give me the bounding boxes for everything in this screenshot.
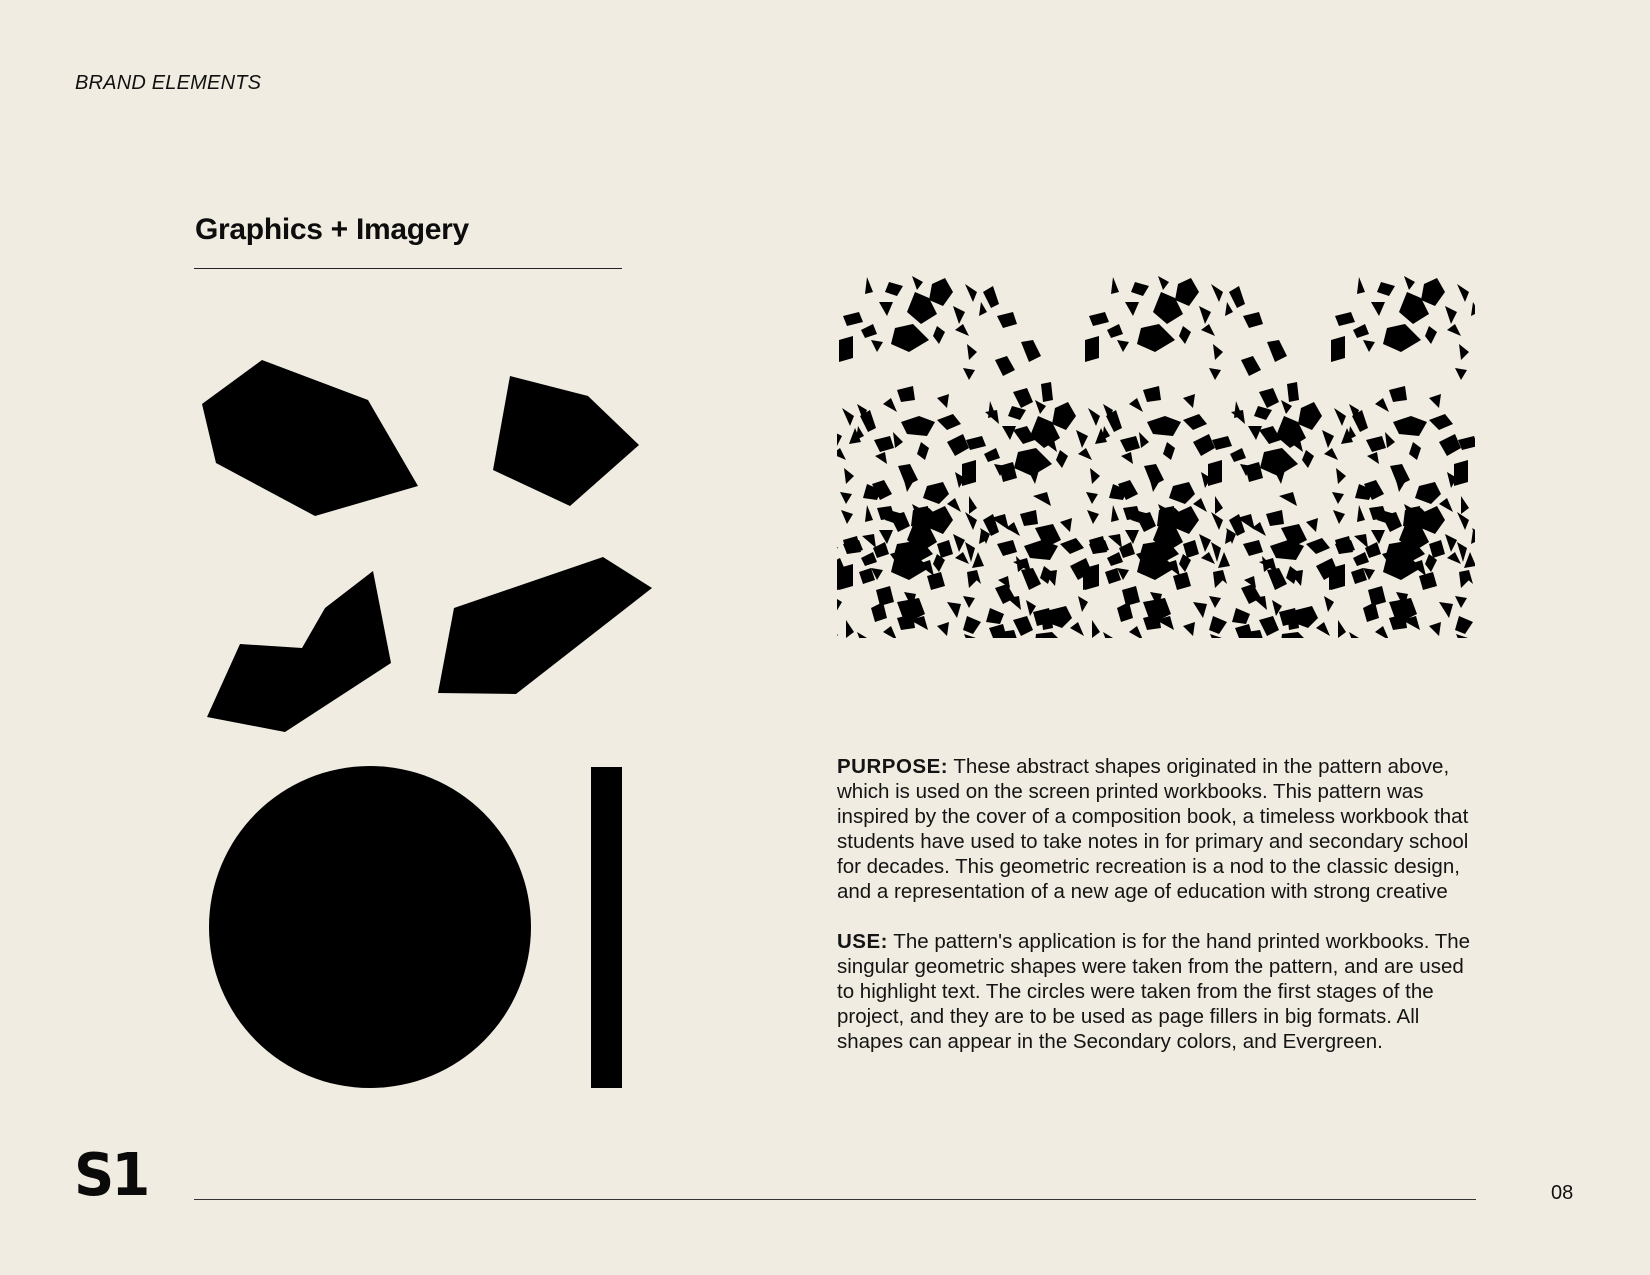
footer-divider [194, 1199, 1476, 1200]
title-divider [194, 268, 622, 269]
geometric-pattern [837, 272, 1475, 638]
use-text: The pattern's application is for the hand printed workbooks. The singular geometric shapes were taken from the pattern, and are used to highlight text. The circles were taken from the first stages of the project, and they are to be used as page fillers in big formats. All shapes can appear in the Secondary colors, and Evergreen. [837, 930, 1471, 1053]
section-label: BRAND ELEMENTS [75, 72, 262, 94]
description-block [837, 754, 1477, 1079]
angled-shape [207, 571, 391, 732]
use-paragraph [837, 929, 1477, 1054]
brand-shapes-panel [190, 350, 660, 1100]
purpose-paragraph [837, 754, 1477, 904]
page-title: Graphics + Imagery [195, 213, 469, 246]
purpose-label: PURPOSE: [837, 755, 949, 778]
use-label: USE: [837, 930, 888, 953]
pentagon-shape [493, 376, 639, 506]
s1-logo: S1 [74, 1141, 148, 1210]
vertical-bar-shape [591, 767, 622, 1088]
circle-shape [209, 766, 531, 1088]
hexagon-shape [202, 360, 418, 516]
purpose-text: These abstract shapes originated in the pattern above, which is used on the screen printed workbooks. This pattern was inspired by the cover of a composition book, a timeless workbook that students have used to take notes in for primary and secondary school for decades. This geometric recreation is a nod to the classic design, and a representation of a new age of education with strong creative [837, 755, 1469, 903]
slanted-shape [438, 557, 652, 694]
page-number: 08 [1551, 1182, 1574, 1204]
